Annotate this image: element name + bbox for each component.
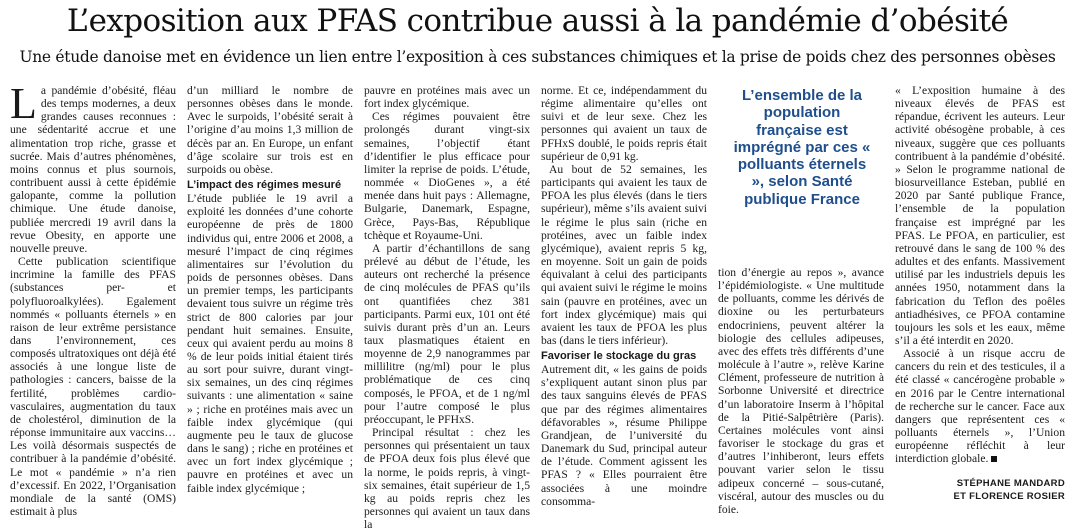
paragraph: norme. Et ce, indépendamment du régime alimentaire qu’elles ont suivi et de leur sexe. Chez les personnes qui avaient un taux de PFHxS doublé, le poids repris était supérieur de 0,91 kg. bbox=[541, 84, 707, 163]
paragraph: A partir d’échantillons de sang prélevé au début de l’étude, les auteurs ont recherché la présence de cinq molécules de PFAS qu’ils ont quantifiées chez 381 participants. Parmi eux, 101 ont été suivis durant près d’un an. Leurs taux plasmatiques étaient en moyenne de 2,9 nanogrammes par millilitre (ng/ml) pour le plus problématique de ces cinq composés, le PFOA, et de 1 ng/ml pour l’autre composé le plus préoccupant, le PFHxS. bbox=[364, 241, 530, 426]
paragraph: a pandémie d’obésité, fléau des temps modernes, a deux grandes causes reconnues : une sédentarité accrue et une alimentation trop riche, grasse et sucrée. Mais d’autres phénomènes, moins connus et plus sournois, contribuent aussi à cette épidémie galopante, comme la pollution chimique. Une étude danoise, publiée mercredi 19 avril dans la revue Obesity, en apporte une nouvelle preuve. bbox=[10, 84, 176, 255]
paragraph: Cette publication scientifique incrimine la famille des PFAS (substances per- et polyfluoroalkylées). Egalement nommés « polluants éternels » en raison de leur extrême persistance dans l’environnement, ces composés ultratoxiques ont déjà été associés à une longue liste de pathologies : cancers, baisse de la fertilité, problèmes cardio-vasculaires, augmentation du taux de cholestérol, diminution de la réponse immunitaire aux vaccins… Les voilà désormais suspectés de contribuer à la pandémie d’obésité. Le mot « pandémie » n’a rien d’excessif. En 2022, l’Organisation mondiale de la santé (OMS) estimait à plus bbox=[10, 255, 176, 518]
paragraph: Ces régimes pouvaient être prolongés durant vingt-six semaines, l’objectif étant d’identifier le plus efficace pour limiter la reprise de poids. L’étude, nommée « DioGenes », a été menée dans huit pays : Allemagne, Bulgarie, Danemark, Espagne, Grèce, Pays-Bas, République tchèque et Royaume-Uni. bbox=[364, 110, 530, 242]
paragraph: d’un milliard le nombre de personnes obèses dans le monde. Avec le surpoids, l’obésité serait à l’origine d’au moins 1,3 million de décès par an. En Europe, un enfant d’âge scolaire sur trois est en surpoids ou obèse. bbox=[187, 84, 353, 176]
end-mark bbox=[991, 456, 997, 462]
paragraph: Principal résultat : chez les personnes qui présentaient un taux de PFOA deux fois plus élevé que la norme, le poids repris, à vingt-six semaines, était supérieur de 1,5 kg au poids repris chez les personnes qui avaient un taux dans la bbox=[364, 426, 530, 531]
paragraph: pauvre en protéines mais avec un fort index glycémique. bbox=[364, 84, 530, 111]
article-column-1 bbox=[10, 79, 176, 518]
paragraph: Autrement dit, « les gains de poids s’expliquent autant sinon plus par des taux sanguins élevés de PFAS que par des régimes alimentaires défavorables », résume Philippe Grandjean, de l’université du Danemark du Sud, principal auteur de l’étude. Comment agissent les PFAS ? « Elles pourraient être associées à une moindre consomma- bbox=[541, 363, 707, 508]
subhead: Une étude danoise met en évidence un lien entre l’exposition à ces substances chimiques et la prise de poids chez des personnes obèses bbox=[19, 48, 1056, 66]
article-column-3 bbox=[364, 84, 530, 531]
article-column-2 bbox=[187, 84, 353, 504]
headline: L’exposition aux PFAS contribue aussi à la pandémie d’obésité bbox=[66, 3, 1009, 39]
paragraph bbox=[895, 347, 1065, 465]
section-heading: L’impact des régimes mesuré bbox=[187, 179, 342, 192]
paragraph: Au bout de 52 semaines, les participants qui avaient les taux de PFOA les plus élevés (dans le tiers supérieur), même s’ils avaient suivi le régime le plus sain (riche en protéines, avec un faible index glycémique), avaient repris 5 kg, en moyenne. Soit un gain de poids équivalant à celui des participants qui avaient suivi le régime le moins sain (pauvre en protéines, avec un fort index glycémique) mais qui avaient les taux de PFOA les plus bas (dans le tiers inférieur). bbox=[541, 162, 707, 347]
article-column-4 bbox=[541, 84, 707, 508]
paragraph: L’étude publiée le 19 avril a exploité les données d’une cohorte européenne de près de 1800 individus qui, entre 2006 et 2008, a mesuré l’impact de cinq régimes alimentaires sur l’évolution du poids de personnes obèses. Dans un premier temps, les participants devaient tous suivre un régime très strict de 800 calories par jour pendant huit semaines. Ensuite, ceux qui avaient perdu au moins 8 % de leur poids initial étaient tirés au sort pour suivre, durant vingt-six semaines, un des cinq régimes suivants : une alimentation « saine » ; riche en protéines mais avec un faible index glycémique (qui augmente peu le taux de glucose dans le sang) ; riche en protéines et avec un fort index glycémique ; pauvre en protéines et avec un faible index glycémique ; bbox=[187, 192, 353, 495]
section-heading: Favoriser le stockage du gras bbox=[541, 350, 697, 363]
paragraph-text: Associé à un risque accru de cancers du rein et des testicules, il a été classé « cancérogène probable » en 2016 par le Centre international de recherche sur le cancer. Face aux dangers que représentent ces « polluants éternels », l’Union européenne réfléchit à leur interdiction globale. bbox=[895, 347, 1065, 466]
article-column-5 bbox=[718, 266, 884, 516]
pull-quote: L’ensemble de la population française est imprégné par ces « polluants éternels », selon Santé publique France bbox=[733, 87, 871, 208]
article-column-6 bbox=[895, 84, 1065, 466]
dropcap: L bbox=[10, 79, 37, 128]
paragraph: tion d’énergie au repos », avance l’épidémiologiste. « Une multitude de polluants, comme les dérivés de dioxine ou les perturbateurs endocriniens, peuvent altérer la biologie des cellules adipeuses, avec des effets très différents d’une molécule à l’autre », relève Karine Clément, professeure de nutrition à Sorbonne Université et directrice d’un laboratoire Inserm à l’hôpital de la Pitié-Salpêtrière (Paris). Certaines molécules vont ainsi favoriser le stockage du gras et d’autres l’inhiberont, leurs effets pouvant varier selon le tissu adipeux concerné – sous-cutané, viscéral, autour des muscles ou du foie. bbox=[718, 266, 884, 516]
author-line-2: ET FLORENCE ROSIER bbox=[953, 491, 1065, 502]
paragraph: « L’exposition humaine à des niveaux élevés de PFAS est répandue, écrivent les auteurs. Leur activité obésogène probable, à ces niveaux, suggère que ces polluants contribuent à la pandémie d’obésité. » Selon le programme national de biosurveillance Esteban, publié en 2020 par Santé publique France, l’ensemble de la population française est imprégné par les PFAS. Le PFOA, en particulier, est retrouvé dans le sang de 100 % des adultes et des enfants. Massivement utilisé par les industriels depuis les années 1950, notamment dans la fabrication du Teflon des poêles antiadhésives, ce PFOA contamine toujours les sols et les eaux, même s’il a été interdit en 2020. bbox=[895, 84, 1065, 347]
author-line-1: STÉPHANE MANDARD bbox=[956, 478, 1065, 489]
